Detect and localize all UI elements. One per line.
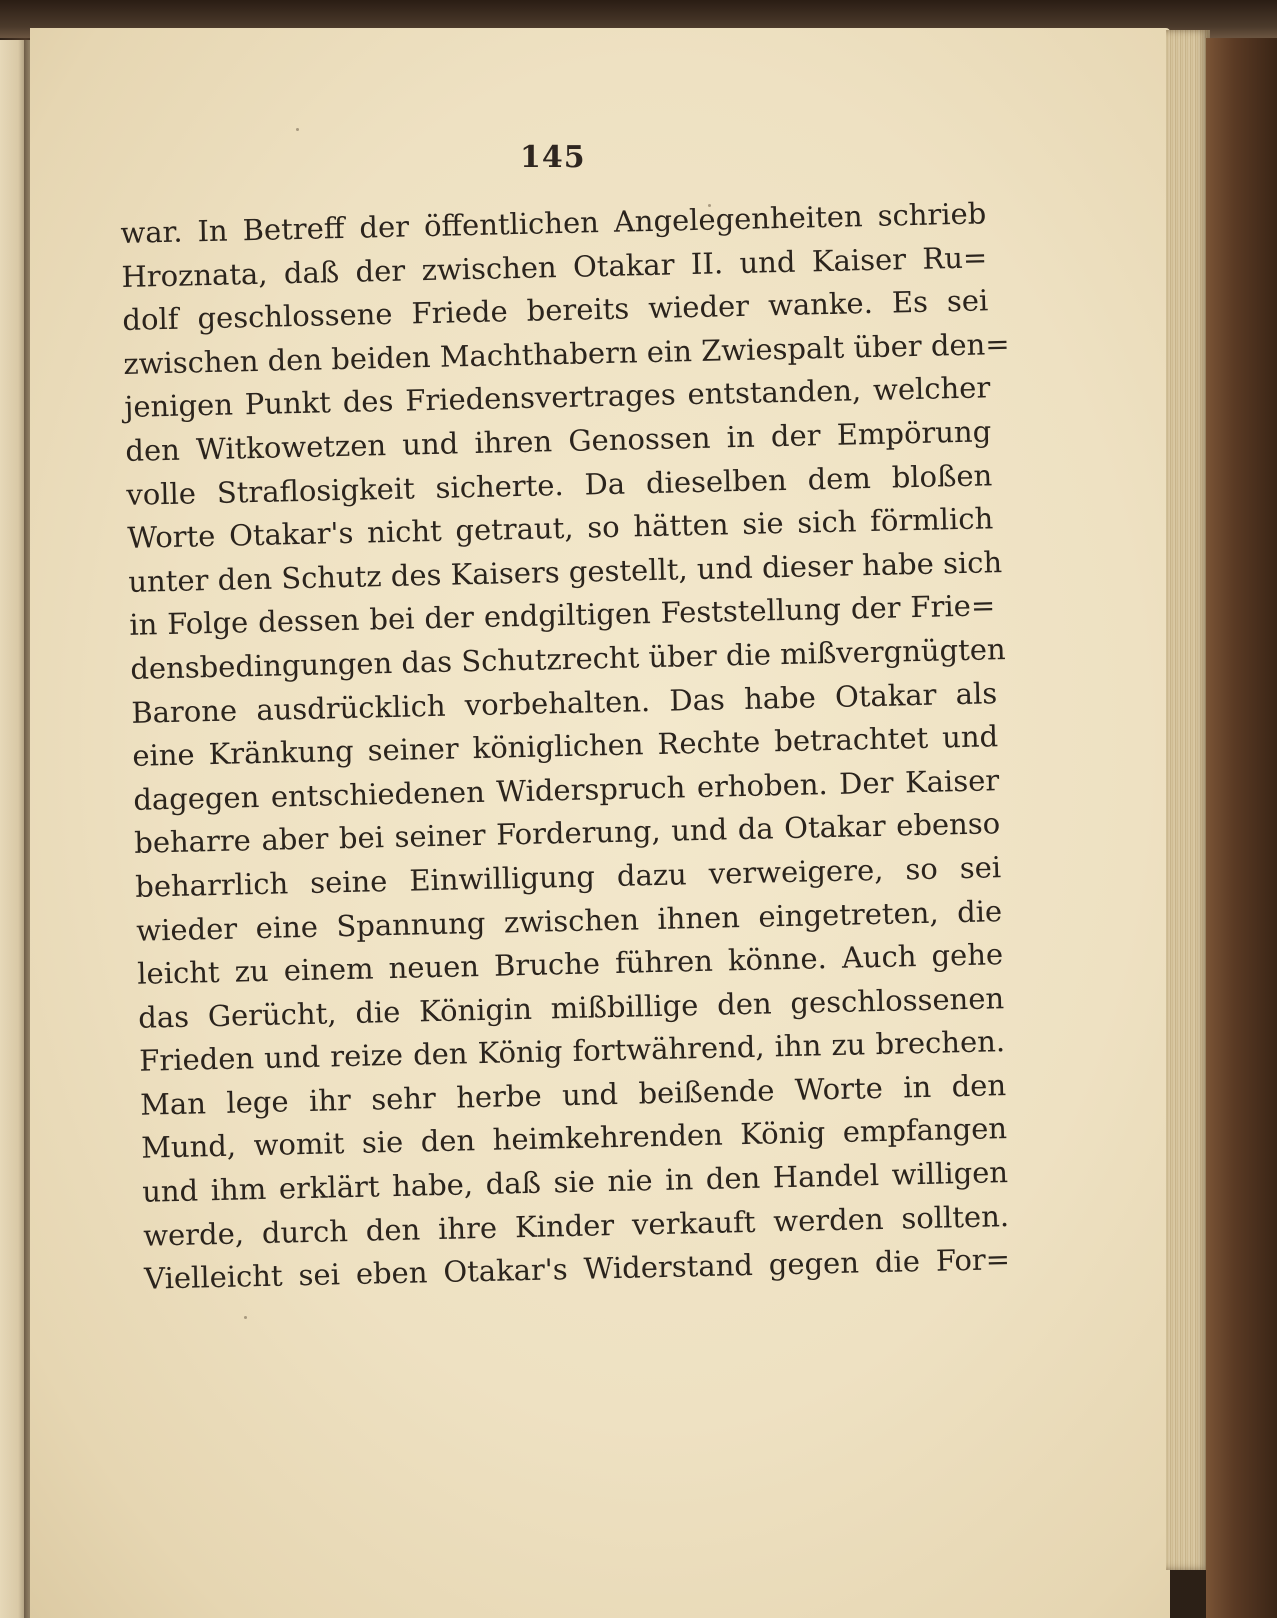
page-edges bbox=[1166, 30, 1210, 1570]
text-line: Frieden und reize den König fortwährend, ihn zu brechen. bbox=[138, 1024, 1006, 1079]
text-line: dagegen entschiedenen Widerspruch erhoben. Der Kaiser bbox=[132, 762, 1000, 817]
text-line: und ihm erklärt habe, daß sie nie in den Handel willigen bbox=[141, 1155, 1009, 1209]
body-text bbox=[120, 192, 1044, 1302]
page-number: 145 bbox=[520, 140, 586, 175]
text-line: war. In Betreff der öffentlichen Angelegenheiten schrieb bbox=[120, 196, 987, 250]
text-line: leicht zu einem neuen Bruche führen könne. Auch gehe bbox=[136, 937, 1004, 991]
paper-speck bbox=[244, 1316, 247, 1319]
text-line: den Witkowetzen und ihren Genossen in der Empörung bbox=[125, 414, 992, 468]
text-line: volle Straflosigkeit sicherte. Da dieselben dem bloßen bbox=[126, 457, 993, 512]
text-line: beharre aber bei seiner Forderung, und da Otakar ebenso bbox=[133, 806, 1001, 861]
text-line: zwischen den beiden Machthabern ein Zwiespalt über den= bbox=[123, 326, 1010, 381]
text-line: Worte Otakar's nicht getraut, so hätten sie sich förmlich bbox=[127, 501, 994, 556]
text-line: Vielleicht sei eben Otakar's Widerstand gegen die For= bbox=[143, 1242, 1011, 1296]
book-cover-edge bbox=[1206, 38, 1277, 1618]
text-line: dolf geschlossene Friede bereits wieder wanke. Es sei bbox=[122, 283, 989, 338]
text-line: beharrlich seine Einwilligung dazu verweigere, so sei bbox=[134, 850, 1002, 904]
text-line: in Folge dessen bei der endgiltigen Feststellung der Frie= bbox=[128, 588, 996, 643]
text-line: Barone ausdrücklich vorbehalten. Das habe Otakar als bbox=[130, 675, 998, 730]
text-line: werde, durch den ihre Kinder verkauft werden sollten. bbox=[142, 1198, 1010, 1253]
text-line: Mund, womit sie den heimkehrenden König empfangen bbox=[140, 1111, 1008, 1166]
text-line: wieder eine Spannung zwischen ihnen eingetreten, die bbox=[135, 893, 1003, 948]
left-page-sliver bbox=[0, 40, 26, 1618]
text-line: Hroznata, daß der zwischen Otakar II. und Kaiser Ru= bbox=[121, 239, 988, 294]
text-line: jenigen Punkt des Friedensvertrages entstanden, welcher bbox=[124, 370, 991, 425]
text-line: densbedingungen das Schutzrecht über die mißvergnügten bbox=[129, 631, 1006, 686]
text-line: eine Kränkung seiner königlichen Rechte betrachtet und bbox=[131, 719, 999, 773]
paper-speck bbox=[296, 128, 299, 131]
text-line: das Gerücht, die Königin mißbillige den geschlossenen bbox=[137, 980, 1005, 1035]
text-line: Man lege ihr sehr herbe und beißende Worte in den bbox=[139, 1068, 1007, 1122]
text-line: unter den Schutz des Kaisers gestellt, und dieser habe sich bbox=[128, 544, 1003, 599]
